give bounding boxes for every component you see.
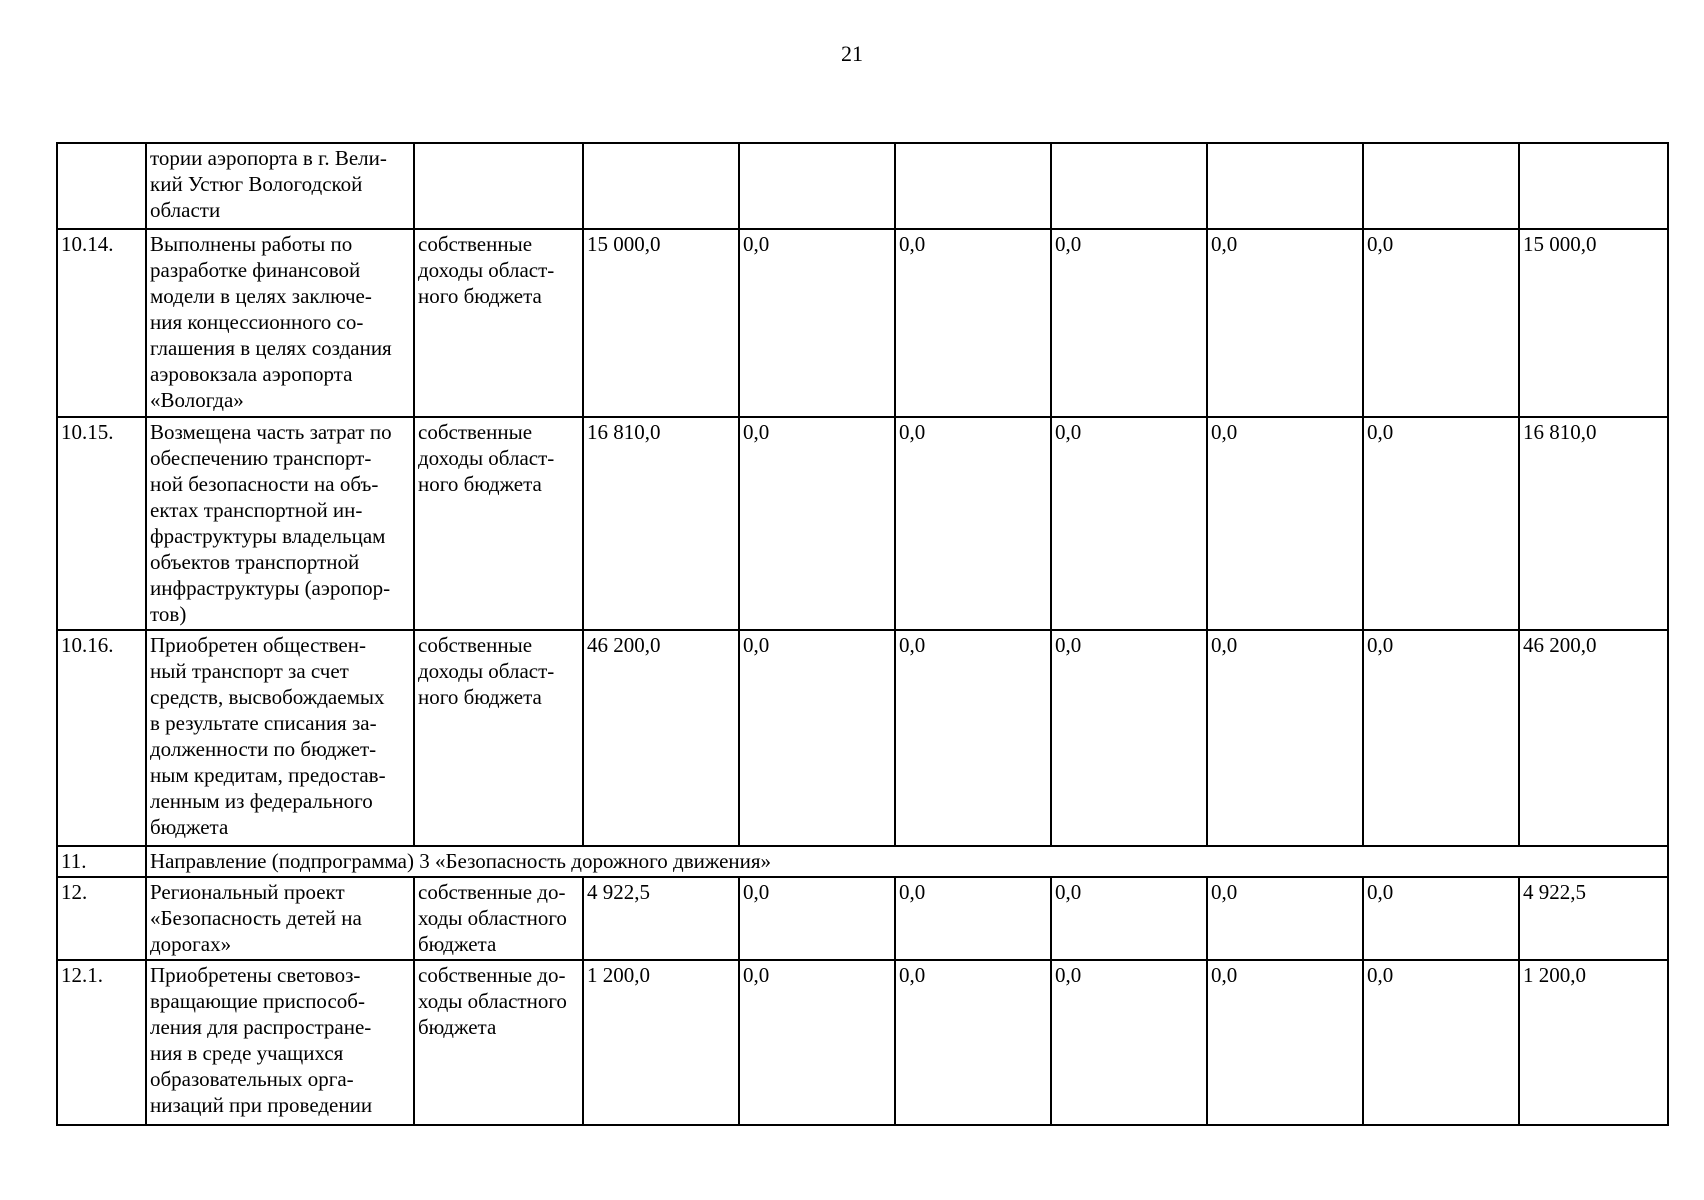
table-row [57, 877, 1668, 960]
table-row [57, 630, 1668, 846]
value-cell [1207, 229, 1363, 417]
name-cell [146, 229, 414, 417]
value-2028: 0,0 [1367, 963, 1394, 987]
value-2025: 0,0 [899, 232, 926, 256]
value-2028: 0,0 [1367, 420, 1394, 444]
value-2027: 0,0 [1211, 420, 1238, 444]
result-name: Приобретены световоз- вращающие приспособ- ления для распростране- ния в среде учащихся образовательных орга- низаций при проведении [150, 963, 373, 1117]
value-cell [895, 960, 1051, 1125]
value-cell [1519, 630, 1668, 846]
value-cell [583, 877, 739, 960]
value-2028: 0,0 [1367, 880, 1394, 904]
value-cell [1051, 960, 1207, 1125]
funding-source: собственные до- ходы областного бюджета [418, 963, 567, 1039]
value-cell [1051, 877, 1207, 960]
source-cell [414, 417, 583, 630]
result-name: Региональный проект «Безопасность детей на дорогах» [150, 880, 362, 956]
value-cell [583, 229, 739, 417]
value-2025: 0,0 [899, 880, 926, 904]
number-cell [57, 143, 146, 229]
value-2026: 0,0 [1055, 963, 1082, 987]
value-cell [583, 143, 739, 229]
value-cell [1519, 877, 1668, 960]
value-2026: 0,0 [1055, 232, 1082, 256]
value-2028: 0,0 [1367, 232, 1394, 256]
value-total: 15 000,0 [1523, 232, 1597, 256]
value-total: 46 200,0 [1523, 633, 1597, 657]
source-cell [414, 229, 583, 417]
row-number: 10.15. [61, 420, 114, 444]
value-2024: 0,0 [743, 232, 770, 256]
name-cell [146, 877, 414, 960]
value-2026: 0,0 [1055, 633, 1082, 657]
value-2027: 0,0 [1211, 963, 1238, 987]
value-cell [739, 143, 895, 229]
value-2028: 0,0 [1367, 633, 1394, 657]
number-cell [57, 417, 146, 630]
row-number: 12. [61, 880, 88, 904]
value-2023: 46 200,0 [587, 633, 661, 657]
funding-source: собственные доходы област- ного бюджета [418, 420, 555, 496]
source-cell [414, 877, 583, 960]
value-2024: 0,0 [743, 633, 770, 657]
row-number: 11. [61, 849, 87, 873]
value-cell [739, 877, 895, 960]
source-cell [414, 143, 583, 229]
value-cell [1051, 417, 1207, 630]
value-2025: 0,0 [899, 420, 926, 444]
value-cell [1519, 417, 1668, 630]
value-total: 1 200,0 [1523, 963, 1586, 987]
value-cell [1207, 960, 1363, 1125]
funding-source: собственные доходы област- ного бюджета [418, 633, 555, 709]
value-cell [895, 877, 1051, 960]
value-cell [1363, 630, 1519, 846]
result-name: тории аэропорта в г. Вели- кий Устюг Вологодской области [150, 146, 387, 222]
value-cell [895, 417, 1051, 630]
result-name: Выполнены работы по разработке финансовой модели в целях заключе- ния концессионного со- глашения в целях создания аэровокзала аэропорта «Вологда» [150, 232, 392, 412]
source-cell [414, 630, 583, 846]
table-body [57, 143, 1668, 1125]
value-cell [1519, 960, 1668, 1125]
table-row [57, 229, 1668, 417]
value-cell [1363, 417, 1519, 630]
number-cell [57, 877, 146, 960]
name-cell [146, 143, 414, 229]
value-2027: 0,0 [1211, 880, 1238, 904]
value-2024: 0,0 [743, 420, 770, 444]
section-title-cell [146, 846, 1668, 877]
row-number: 10.16. [61, 633, 114, 657]
value-cell [1207, 417, 1363, 630]
value-2025: 0,0 [899, 963, 926, 987]
page-number: 21 [841, 41, 863, 66]
value-cell [895, 630, 1051, 846]
number-cell [57, 630, 146, 846]
number-cell [57, 229, 146, 417]
value-cell [583, 960, 739, 1125]
table-row [57, 960, 1668, 1125]
value-2023: 15 000,0 [587, 232, 661, 256]
value-2026: 0,0 [1055, 880, 1082, 904]
value-cell [739, 229, 895, 417]
value-cell [1051, 229, 1207, 417]
name-cell [146, 960, 414, 1125]
number-cell [57, 846, 146, 877]
value-2027: 0,0 [1211, 633, 1238, 657]
table-row [57, 143, 1668, 229]
value-2023: 1 200,0 [587, 963, 650, 987]
value-cell [1363, 229, 1519, 417]
value-2023: 16 810,0 [587, 420, 661, 444]
value-total: 4 922,5 [1523, 880, 1586, 904]
value-cell [583, 630, 739, 846]
value-2027: 0,0 [1211, 232, 1238, 256]
value-cell [739, 630, 895, 846]
row-number: 12.1. [61, 963, 103, 987]
funding-source: собственные до- ходы областного бюджета [418, 880, 567, 956]
value-cell [1207, 877, 1363, 960]
value-cell [1207, 143, 1363, 229]
section-row [57, 846, 1668, 877]
budget-table [56, 142, 1669, 1126]
funding-source: собственные доходы област- ного бюджета [418, 232, 555, 308]
value-2026: 0,0 [1055, 420, 1082, 444]
result-name: Приобретен обществен- ный транспорт за счет средств, высвобождаемых в результате списания за- долженности по бюджет- ным кредитам, предостав- ленным из федерального бюджета [150, 633, 386, 839]
value-cell [739, 960, 895, 1125]
value-cell [583, 417, 739, 630]
value-2023: 4 922,5 [587, 880, 650, 904]
value-cell [739, 417, 895, 630]
section-title: Направление (подпрограмма) 3 «Безопасность дорожного движения» [150, 849, 772, 873]
value-cell [1519, 143, 1668, 229]
result-name: Возмещена часть затрат по обеспечению транспорт- ной безопасности на объ- ектах транспортной ин- фраструктуры владельцам объектов транспортной инфраструктуры (аэропор- тов) [150, 420, 392, 626]
row-number: 10.14. [61, 232, 114, 256]
value-total: 16 810,0 [1523, 420, 1597, 444]
number-cell [57, 960, 146, 1125]
name-cell [146, 417, 414, 630]
value-cell [1363, 960, 1519, 1125]
value-cell [1363, 143, 1519, 229]
source-cell [414, 960, 583, 1125]
value-2024: 0,0 [743, 963, 770, 987]
value-cell [1207, 630, 1363, 846]
value-cell [895, 143, 1051, 229]
table-row [57, 417, 1668, 630]
value-cell [1051, 630, 1207, 846]
value-cell [1363, 877, 1519, 960]
value-cell [1519, 229, 1668, 417]
value-2025: 0,0 [899, 633, 926, 657]
value-2024: 0,0 [743, 880, 770, 904]
name-cell [146, 630, 414, 846]
value-cell [1051, 143, 1207, 229]
value-cell [895, 229, 1051, 417]
